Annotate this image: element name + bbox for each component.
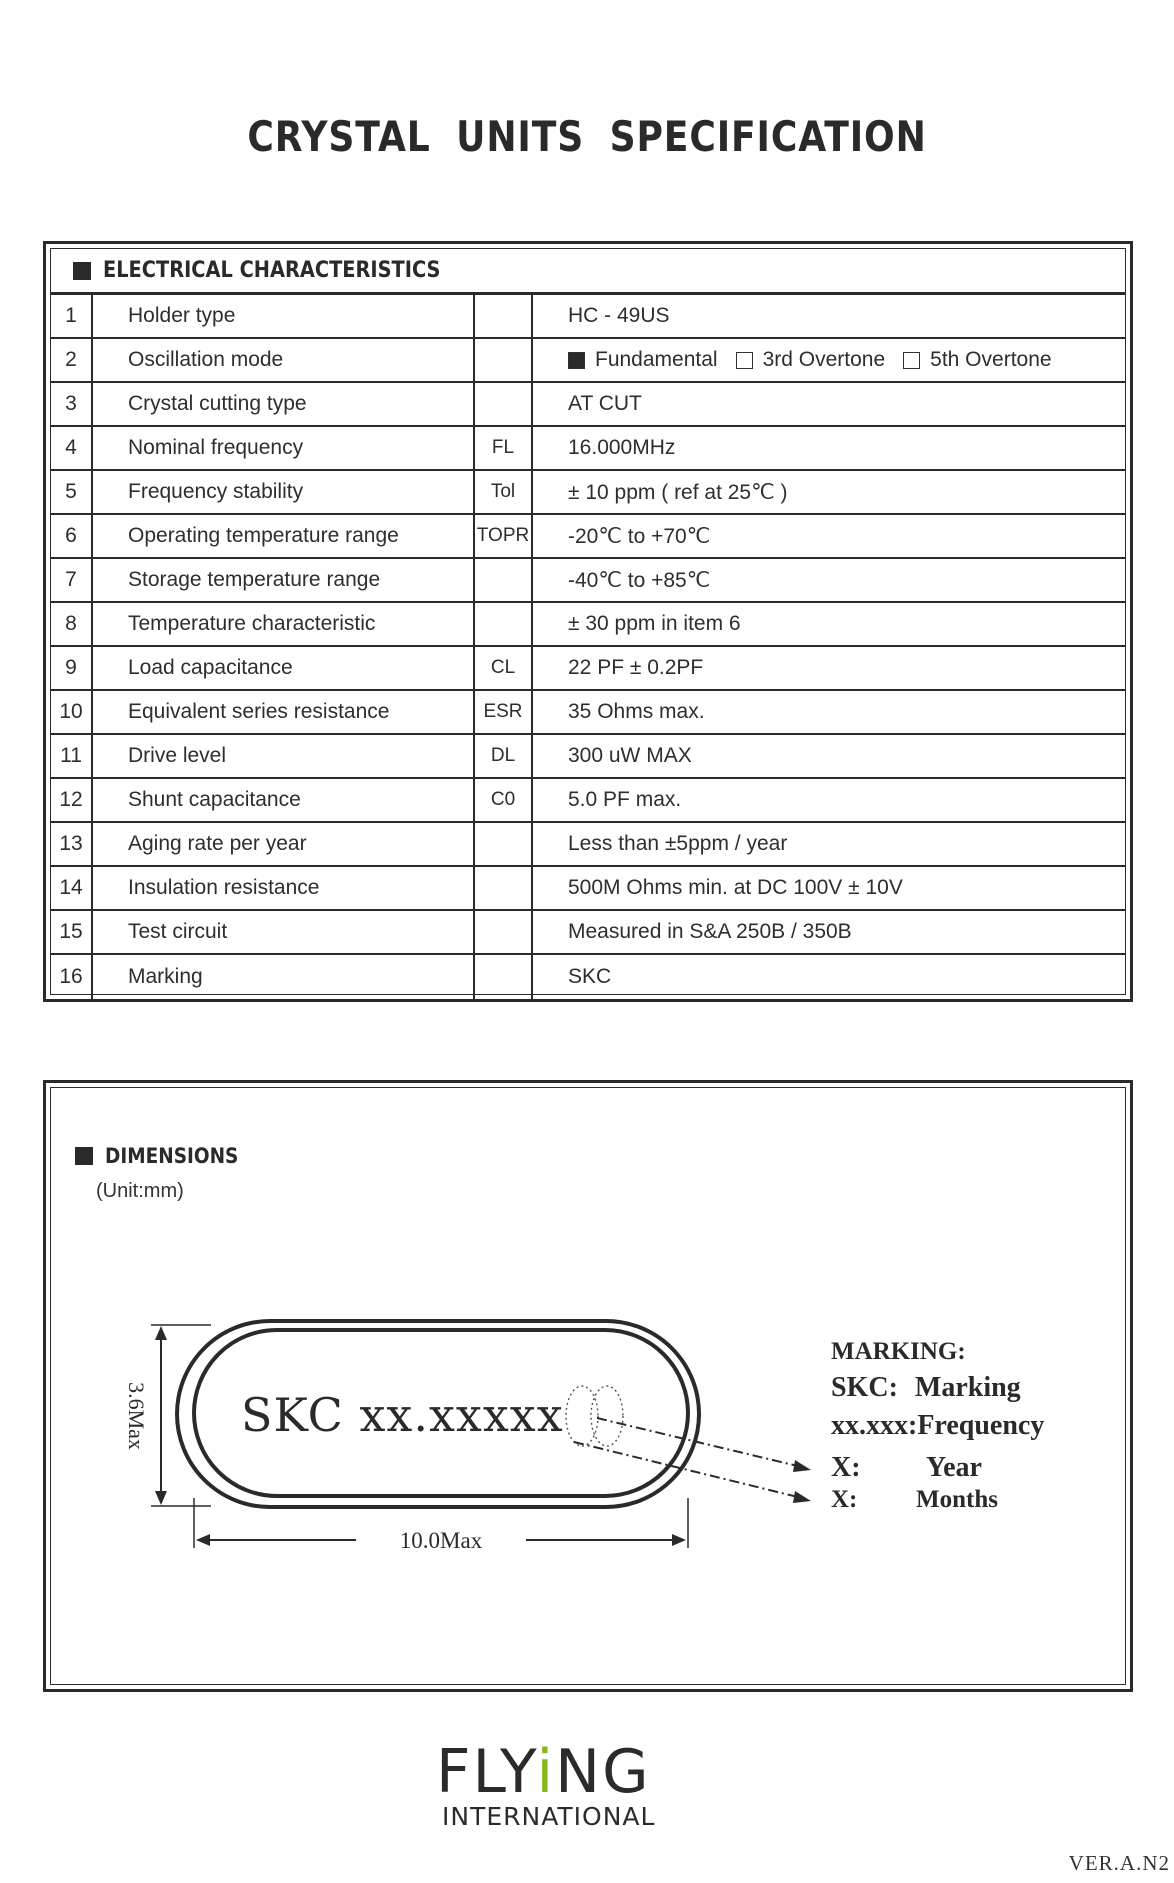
legend-key: xx.xxx:	[831, 1410, 918, 1441]
unit-label: (Unit:mm)	[96, 1180, 184, 1202]
logo-letter: F	[436, 1737, 473, 1807]
row-item: Frequency stability	[93, 471, 475, 513]
row-value: 35 Ohms max.	[568, 700, 705, 723]
unchecked-box-icon	[736, 352, 753, 369]
row-value: ± 30 ppm in item 6	[568, 612, 741, 635]
row-value: SKC	[568, 965, 612, 988]
leader-arrow-icon	[793, 1491, 811, 1503]
row-value: 16.000MHz	[568, 436, 676, 459]
logo-letter: L	[472, 1737, 500, 1807]
document-title: CRYSTAL UNITS SPECIFICATION	[247, 112, 927, 161]
leader-arrow-icon	[793, 1460, 811, 1472]
marking-legend-title: MARKING:	[831, 1338, 966, 1365]
version-label: VER.A.N2	[1068, 1851, 1170, 1875]
table-row	[51, 383, 1125, 427]
table-row	[51, 559, 1125, 603]
row-value: -40℃ to +85℃	[568, 568, 711, 592]
row-number: 4	[51, 427, 93, 469]
table-row	[51, 823, 1125, 867]
electrical-characteristics-table	[43, 241, 1133, 1002]
mode-option-3rd-overtone	[736, 348, 886, 372]
row-number: 8	[51, 603, 93, 645]
table-row	[51, 911, 1125, 955]
year-digit-highlight	[566, 1386, 598, 1446]
year-leader-line	[597, 1418, 806, 1468]
row-symbol	[475, 559, 533, 601]
row-item: Shunt capacitance	[93, 779, 475, 821]
row-number: 16	[51, 955, 93, 999]
row-number: 9	[51, 647, 93, 689]
mode-option-fundamental	[568, 348, 718, 372]
logo-wordmark	[436, 1737, 726, 1807]
legend-desc: Marking	[914, 1372, 1021, 1403]
legend-key: SKC:	[831, 1372, 898, 1403]
row-number: 5	[51, 471, 93, 513]
mode-option-label: Fundamental	[595, 348, 718, 371]
table-row	[51, 691, 1125, 735]
table-row	[51, 647, 1125, 691]
legend-desc: Year	[926, 1452, 982, 1483]
logo-letter: N	[555, 1737, 603, 1807]
legend-key: X:	[831, 1486, 858, 1513]
row-symbol	[475, 383, 533, 425]
table-row	[51, 779, 1125, 823]
row-item: Marking	[93, 955, 475, 999]
row-value: Less than ±5ppm / year	[568, 832, 788, 855]
checked-box-icon	[568, 352, 585, 369]
row-symbol	[475, 339, 533, 381]
row-value: AT CUT	[568, 392, 642, 415]
row-value: Measured in S&A 250B / 350B	[568, 920, 852, 943]
arrow-up-icon	[155, 1326, 167, 1340]
part-marking-text: SKC xx.xxxxx	[241, 1388, 564, 1442]
arrow-left-icon	[196, 1534, 210, 1546]
spec-rows	[51, 295, 1125, 999]
row-number: 7	[51, 559, 93, 601]
bullet-square-icon	[73, 262, 91, 280]
mode-option-label: 3rd Overtone	[762, 348, 886, 371]
table-row	[51, 867, 1125, 911]
row-symbol	[475, 823, 533, 865]
arrow-right-icon	[672, 1534, 686, 1546]
row-value: 300 uW MAX	[568, 744, 692, 767]
row-number: 15	[51, 911, 93, 953]
row-value: ± 10 ppm ( ref at 25℃ )	[568, 480, 788, 504]
row-value: HC - 49US	[568, 304, 670, 327]
row-symbol: C0	[475, 779, 533, 821]
row-symbol: FL	[475, 427, 533, 469]
logo-subtitle: INTERNATIONAL	[442, 1802, 656, 1831]
electrical-section-header	[51, 249, 1125, 295]
table-row	[51, 339, 1125, 383]
legend-key: X:	[831, 1452, 861, 1483]
row-item: Operating temperature range	[93, 515, 475, 557]
row-value: -20℃ to +70℃	[568, 524, 711, 548]
table-row	[51, 427, 1125, 471]
row-item: Drive level	[93, 735, 475, 777]
row-number: 11	[51, 735, 93, 777]
row-number: 2	[51, 339, 93, 381]
row-symbol: TOPR	[475, 515, 533, 557]
arrow-down-icon	[155, 1491, 167, 1505]
month-digit-highlight	[591, 1386, 623, 1446]
row-value: 5.0 PF max.	[568, 788, 682, 811]
oscillation-mode-options	[533, 339, 1125, 381]
row-symbol	[475, 955, 533, 999]
logo-accent-letter: i	[536, 1737, 556, 1807]
row-number: 10	[51, 691, 93, 733]
row-symbol	[475, 295, 533, 337]
row-item: Holder type	[93, 295, 475, 337]
marking-legend-line	[831, 1486, 998, 1514]
table-row	[51, 735, 1125, 779]
logo-letter: G	[602, 1737, 651, 1807]
row-number: 6	[51, 515, 93, 557]
unchecked-box-icon	[903, 352, 920, 369]
row-item: Load capacitance	[93, 647, 475, 689]
row-item: Oscillation mode	[93, 339, 475, 381]
table-row	[51, 603, 1125, 647]
dimensions-panel	[43, 1080, 1133, 1692]
row-symbol: ESR	[475, 691, 533, 733]
marking-legend-line	[831, 1410, 1044, 1442]
row-value: 22 PF ± 0.2PF	[568, 656, 704, 679]
mode-option-label: 5th Overtone	[930, 348, 1052, 371]
row-number: 13	[51, 823, 93, 865]
row-number: 14	[51, 867, 93, 909]
table-row	[51, 471, 1125, 515]
width-label: 10.0Max	[399, 1528, 483, 1553]
row-symbol: CL	[475, 647, 533, 689]
legend-desc: Frequency	[917, 1410, 1045, 1441]
row-number: 12	[51, 779, 93, 821]
row-value: 500M Ohms min. at DC 100V ± 10V	[568, 876, 903, 899]
row-item: Crystal cutting type	[93, 383, 475, 425]
row-item: Insulation resistance	[93, 867, 475, 909]
row-symbol: DL	[475, 735, 533, 777]
legend-desc: Months	[916, 1486, 998, 1513]
table-row	[51, 515, 1125, 559]
row-symbol	[475, 867, 533, 909]
table-row	[51, 295, 1125, 339]
row-item: Storage temperature range	[93, 559, 475, 601]
row-item: Aging rate per year	[93, 823, 475, 865]
height-label: 3.6Max	[123, 1382, 149, 1450]
company-logo	[436, 1737, 726, 1832]
marking-legend-line	[831, 1452, 982, 1484]
row-item: Test circuit	[93, 911, 475, 953]
row-symbol	[475, 911, 533, 953]
row-symbol	[475, 603, 533, 645]
dimensions-heading: DIMENSIONS	[105, 1144, 239, 1168]
marking-legend-line	[831, 1372, 1021, 1404]
logo-letter: Y	[499, 1737, 537, 1807]
row-item: Temperature characteristic	[93, 603, 475, 645]
table-row	[51, 955, 1125, 999]
mode-option-5th-overtone	[903, 348, 1051, 372]
row-item: Nominal frequency	[93, 427, 475, 469]
electrical-heading: ELECTRICAL CHARACTERISTICS	[103, 258, 441, 283]
row-symbol: Tol	[475, 471, 533, 513]
row-number: 3	[51, 383, 93, 425]
row-item: Equivalent series resistance	[93, 691, 475, 733]
row-number: 1	[51, 295, 93, 337]
